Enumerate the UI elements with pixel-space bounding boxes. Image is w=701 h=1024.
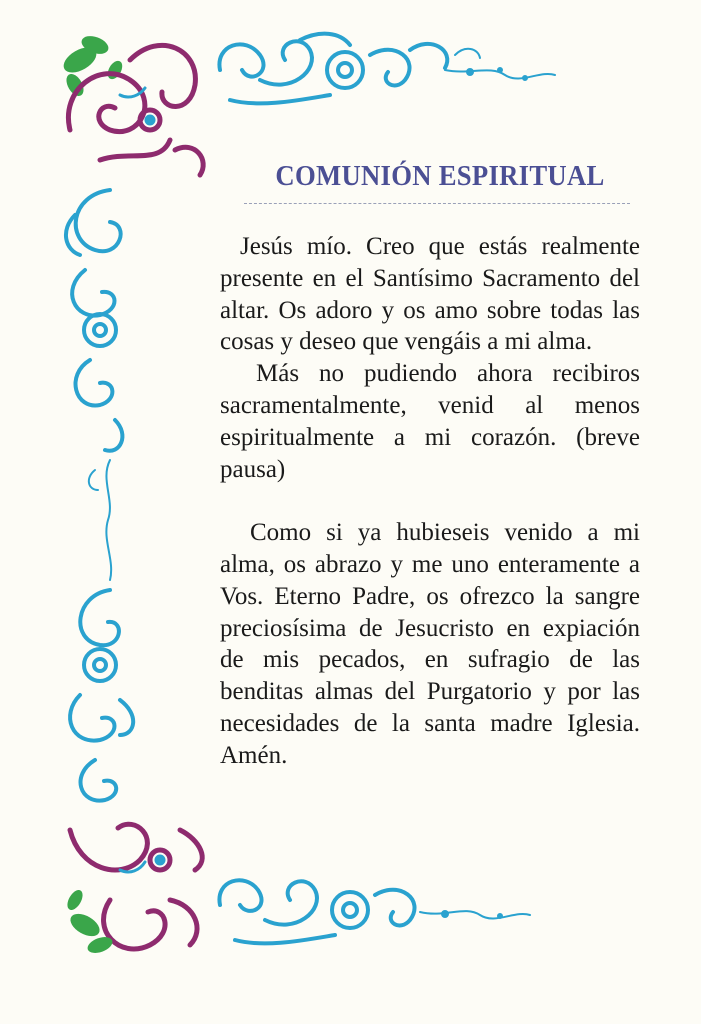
left-scroll-upper xyxy=(66,190,122,451)
left-scroll-lower xyxy=(70,590,133,801)
paragraph-2: Más no pudiendo ahora recibiros sacramentalmente, venid al menos espiritualmente a mi corazón. (breve pausa) xyxy=(220,360,640,483)
bottom-scroll-band xyxy=(219,880,414,943)
paragraph-3: Como si ya hubieseis venido a mi alma, os abrazo y me uno enteramente a Vos. Eterno Padre, os ofrezco la sangre preciosísima de Jesucristo en expiación de mis pecados, en sufragio de las benditas almas del Purgatorio y por las necesidades de la santa madre Iglesia. Amén. xyxy=(220,519,640,769)
corner-leaves-bottom-left xyxy=(64,887,114,956)
prayer-text xyxy=(220,231,640,772)
paragraph-1: Jesús mío. Creo que estás realmente presente en el Santísimo Sacramento del altar. Os adoro y os amo sobre todas las cosas y deseo que vengáis a mi alma. xyxy=(220,233,640,356)
corner-leaves-top-left xyxy=(59,33,125,99)
title-divider xyxy=(244,203,630,204)
page-title: COMUNIÓN ESPIRITUAL xyxy=(275,160,605,192)
top-scroll-band xyxy=(219,34,447,104)
